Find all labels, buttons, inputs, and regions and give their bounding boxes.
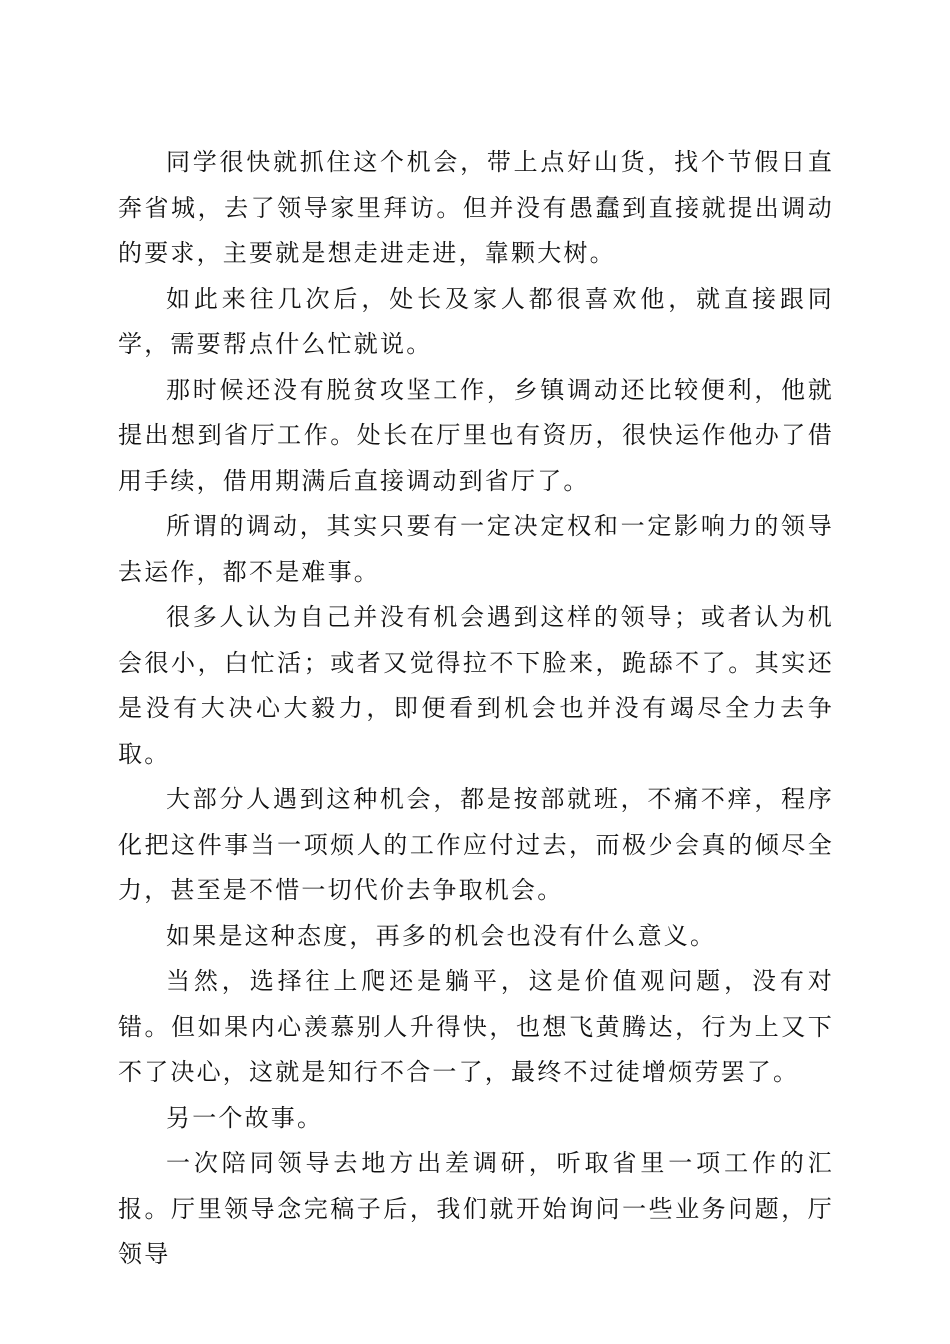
paragraph: 所谓的调动，其实只要有一定决定权和一定影响力的领导去运作，都不是难事。 [118, 512, 834, 586]
paragraph: 同学很快就抓住这个机会，带上点好山货，找个节假日直奔省城，去了领导家里拜访。但并没有愚蠢到直接就提出调动的要求，主要就是想走进走进，靠颗大树。 [118, 148, 834, 267]
paragraph: 那时候还没有脱贫攻坚工作，乡镇调动还比较便利，他就提出想到省厅工作。处长在厅里也有资历，很快运作他办了借用手续，借用期满后直接调动到省厅了。 [118, 375, 834, 495]
paragraph: 如此来往几次后，处长及家人都很喜欢他，就直接跟同学，需要帮点什么忙就说。 [118, 284, 834, 358]
paragraph: 大部分人遇到这种机会，都是按部就班，不痛不痒，程序化把这件事当一项烦人的工作应付过去，而极少会真的倾尽全力，甚至是不惜一切代价去争取机会。 [118, 785, 834, 904]
paragraph: 另一个故事。 [166, 1103, 324, 1132]
paragraph: 当然，选择往上爬还是躺平，这是价值观问题，没有对错。但如果内心羡慕别人升得快，也想飞黄腾达，行为上又下不了决心，这就是知行不合一了，最终不过徒增烦劳罢了。 [118, 967, 834, 1086]
paragraph: 如果是这种态度，再多的机会也没有什么意义。 [166, 921, 717, 950]
paragraph: 一次陪同领导去地方出差调研，听取省里一项工作的汇报。厅里领导念完稿子后，我们就开始询问一些业务问题，厅领导 [118, 1149, 834, 1268]
document-body [118, 140, 834, 1278]
paragraph: 很多人认为自己并没有机会遇到这样的领导；或者认为机会很小，白忙活；或者又觉得拉不下脸来，跪舔不了。其实还是没有大决心大毅力，即便看到机会也并没有竭尽全力去争取。 [118, 603, 834, 768]
